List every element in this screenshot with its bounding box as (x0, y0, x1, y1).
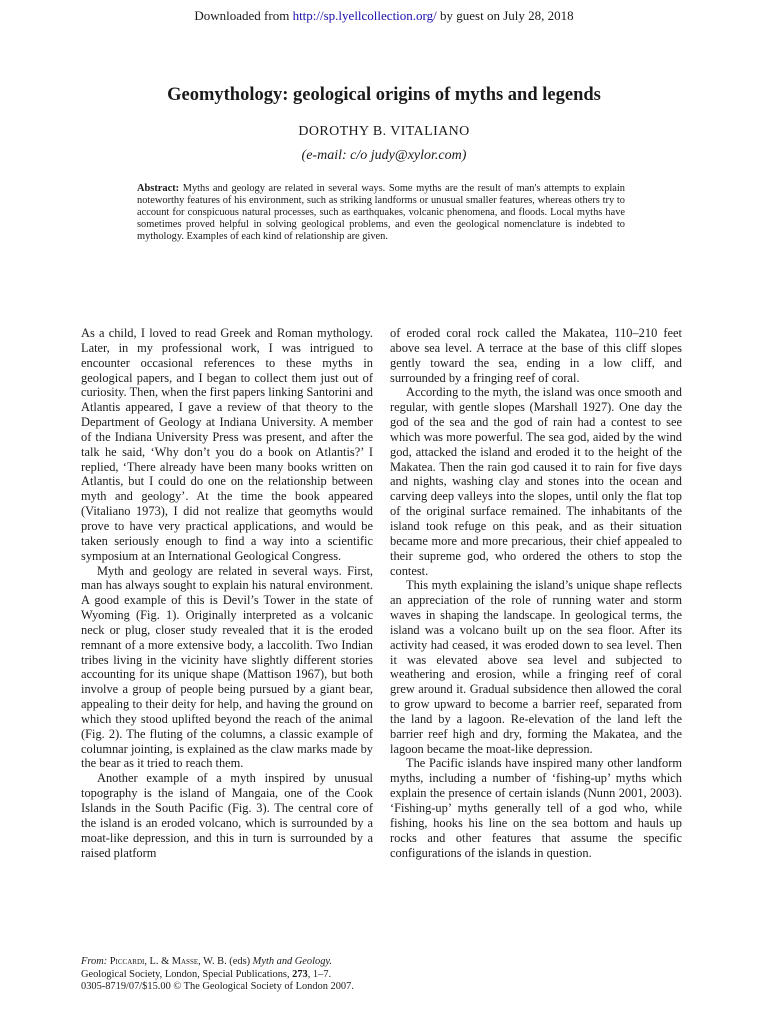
author-email: (e-mail: c/o judy@xylor.com) (301, 148, 467, 163)
abstract (137, 183, 625, 243)
copyright-line: 0305-8719/07/$15.00 © The Geological Society of London 2007. (81, 981, 354, 993)
citation-line-1 (81, 956, 701, 969)
abstract-text: Myths and geology are related in several ways. Some myths are the result of man's attempts to explain noteworthy features of his environment, such as striking landforms or unusual smaller features, whereas others try to account for conspicuous natural processes, such as earthquakes, volcanic phenomena, and floods. Local myths have sometimes proved helpful in solving geological problems, and even the geological nomenclature is indebted to mythology. Examples of each kind of relationship are given. (137, 183, 625, 243)
paragraph: Myth and geology are related in several ways. First, man has always sought to explain his natural environment. A good example of this is Devil’s Tower in the state of Wyoming (Fig. 1). Originally interpreted as a volcanic neck or plug, closer study revealed that it is the eroded remnant of a more extensive body, a laccolith. Two Indian tribes living in the vicinity have slightly different stories accounting for its unique shape (Mattison 1967), but both involve a group of people being pursued by a giant bear, appealing to their deity for help, and having the ground on which they stood uplifted beyond the reach of the animal (Fig. 2). The fluting of the columns, a classic example of columnar jointing, is explained as the claw marks made by the bear as it tried to reach them. (81, 563, 373, 771)
paragraph: The Pacific islands have inspired many other landform myths, including a number of ‘fishing-up’ myths which explain the presence of certain islands (Nunn 2001, 2003). ‘Fishing-up’ myths generally tell of a god who, while fishing, hooks his line on the sea bottom and hauls up rocks and other features that assume the specific configurations of the islands in question. (390, 756, 682, 860)
paragraph: of eroded coral rock called the Makatea, 110–210 feet above sea level. A terrace at the base of this cliff slopes gently toward the sea, ending in a low cliff, and surrounded by a fringing reef of coral. (390, 326, 682, 385)
publisher-text: Geological Society, London, Special Publications, (81, 968, 293, 980)
paragraph: As a child, I loved to read Greek and Roman mythology. Later, in my professional work, I was intrigued to encounter occasional references to these myths in geological papers, and I began to collect them just out of curiosity. Then, when the first papers linking Santorini and Atlantis appeared, I gave a review of that theory to the Department of Geology at Indiana University. A member of the Indiana University Press was present, and after the talk he said, ‘Why don’t you do a book on Atlantis?’ I replied, ‘There already have been many books written on Atlantis, but I could do one on the relationship between myth and geology’. At the time the book appeared (Vitaliano 1973), I did not realize that geomyths would prove to have very practical applications, and would be taken seriously enough to find a way into a scientific symposium at an International Geological Congress. (81, 326, 373, 563)
from-label: From: (81, 956, 108, 967)
pages-text: , 1–7. (307, 968, 332, 980)
download-notice (0, 8, 768, 24)
right-column (390, 326, 682, 860)
book-title: Myth and Geology. (252, 956, 333, 967)
download-prefix: Downloaded from (194, 8, 293, 23)
paragraph: Another example of a myth inspired by unusual topography is the island of Mangaia, one of the Cook Islands in the South Pacific (Fig. 3). The central core of the island is an eroded volcano, which is surrounded by a moat-like depression, and this in turn is surrounded by a raised platform (81, 771, 373, 860)
eds-label: (eds) (226, 956, 253, 967)
paragraph: This myth explaining the island’s unique shape reflects an appreciation of the role of running water and storm waves in shaping the landscape. In geological terms, the island was a volcano built up on the sea floor. After its activity had ceased, it was eroded down to sea level. Then it was elevated above sea level and subjected to weathering and erosion, while a fringing reef of coral grew around it. Gradual subsidence then allowed the coral to grow upward to become a barrier reef, separated from the land by a lagoon. Re-elevation of the land left the barrier reef high and dry, forming the Makatea, and the lagoon became the moat-like depression. (390, 578, 682, 756)
volume-number: 273 (292, 968, 308, 980)
abstract-label: Abstract: (137, 183, 180, 194)
editors: Piccardi, L. & Masse, W. B. (109, 956, 227, 967)
author-name: DOROTHY B. VITALIANO (298, 124, 470, 139)
left-column (81, 326, 373, 860)
download-suffix: by guest on July 28, 2018 (436, 8, 574, 23)
paragraph: According to the myth, the island was once smooth and regular, with gentle slopes (Marshall 1927). One day the god of the sea and the god of rain had a contest to see which was more powerful. The sea god, aided by the wind god, attacked the island and eroded it to the height of the Makatea. Then the rain god caused it to rain for five days and nights, washing clay and stones into the ocean and carving deep valleys into the slopes, until only the flat top of the original surface remained. The inhabitants of the island took refuge on this peak, and as their situation became more and more precarious, their chief appealed to their supreme god, who ordered the others to stop the contest. (390, 385, 682, 578)
paper-title: Geomythology: geological origins of myths and legends (167, 85, 601, 105)
citation-footer (81, 956, 701, 994)
citation-line-2 (81, 969, 701, 982)
download-link[interactable]: http://sp.lyellcollection.org/ (292, 8, 437, 23)
